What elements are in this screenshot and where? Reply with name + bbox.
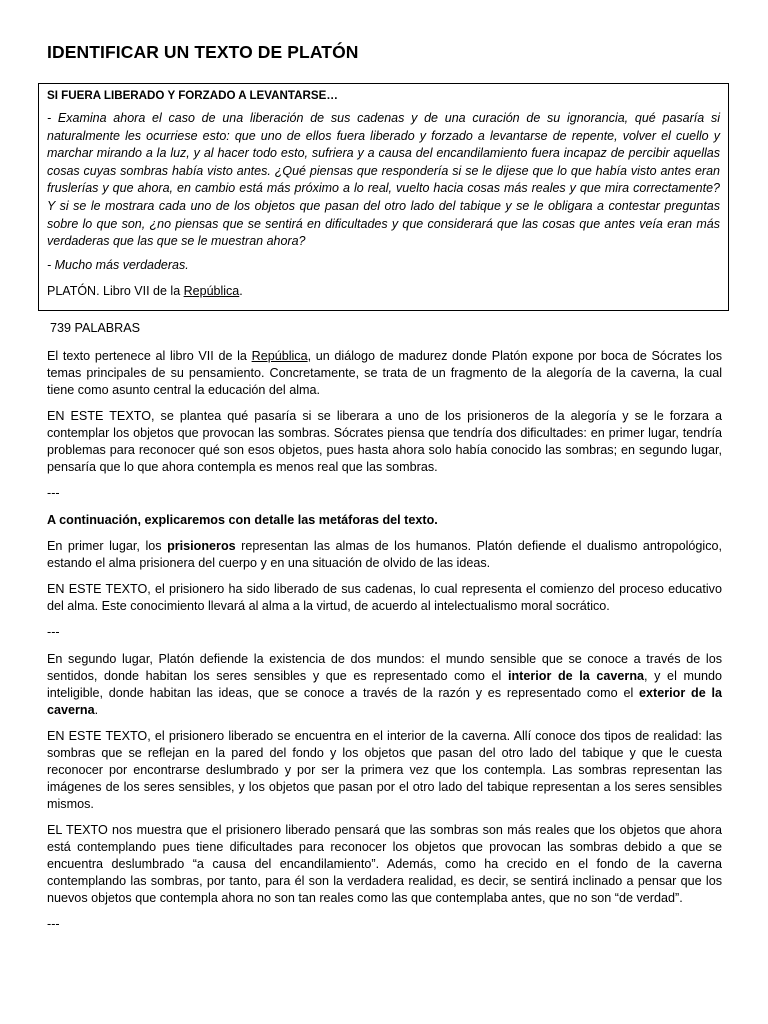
document-body [47, 348, 722, 943]
bold-term: exterior de la caverna [47, 686, 722, 717]
paragraph-cave-interior: EN ESTE TEXTO, el prisionero liberado se encuentra en el interior de la caverna. Allí conoce dos tipos de realidad: las sombras que se reflejan en la pared del fondo y los objetos que pasan del otro lado del tabique y que le cuesta reconocer por encontrarse deslumbrado y por ser la primera vez que los contempla. Las sombras representan las imágenes de los seres sensibles, y los objetos que pasan por el otro lado del tabique representan a los seres sensibles mismos. [47, 729, 722, 811]
quote-heading: SI FUERA LIBERADO Y FORZADO A LEVANTARSE… [47, 89, 338, 102]
paragraph-text: En primer lugar, los [47, 539, 168, 553]
paragraph-text: , un diálogo de madurez donde Platón expone por boca de Sócrates los temas principales de su pensamiento. Concretamente, se trata de un fragmento de la alegoría de la caverna, la cual tiene como asunto central la educación del alma. [47, 349, 722, 397]
paragraph-conclusion: EL TEXTO nos muestra que el prisionero liberado pensará que las sombras son más reales que los objetos que ahora está contemplando pues tiene dificultades para reconocer los objetos que provocan las sombras debido a que se encuentra deslumbrado “a causa del encandilamiento”. Además, como ha crecido en el fondo de la caverna contemplando las sombras, por tanto, para él son la verdadera realidad, es decir, se sentirá inclinado a pensar que los nuevos objetos que contempla ahora no son tan reales como las que contemplaba antes, que no son “de verdad”. [47, 823, 722, 905]
paragraph-text: , y el mundo inteligible, donde habitan las ideas, que se conoce a través de la razón y es representado como el [47, 669, 722, 700]
separator: --- [47, 625, 60, 639]
separator: --- [47, 917, 60, 931]
republica-link[interactable]: República [183, 283, 240, 298]
bold-term: interior de la caverna [507, 669, 645, 683]
page-title: IDENTIFICAR UN TEXTO DE PLATÓN [47, 42, 359, 62]
separator: --- [47, 486, 60, 500]
source-suffix: . [239, 283, 243, 298]
paragraph-text: El texto pertenece al libro VII de la [47, 349, 252, 363]
paragraph-text: En segundo lugar, Platón defiende la existencia de dos mundos: el mundo sensible que se conoce a través de los sentidos, donde habitan los seres sensibles y que es representado como el [47, 652, 722, 683]
paragraph-summary: EN ESTE TEXTO, se plantea qué pasaría si se liberara a uno de los prisioneros de la alegoría y se le forzara a contemplar los objetos que provocan las sombras. Sócrates piensa que tendría dos dificultades: en primer lugar, tendría problemas para reconocer qué son esos objetos, pues hasta ahora solo había conocido las sombras; en segundo lugar, pensaría que lo que ahora contempla es menos real que las sombras. [47, 409, 722, 474]
section-heading-text: A continuación, explicaremos con detalle las metáforas del texto. [47, 513, 438, 527]
source-prefix: PLATÓN. Libro VII de la [47, 283, 184, 298]
bold-term: prisioneros [167, 539, 236, 553]
republica-link[interactable]: República [251, 349, 308, 363]
paragraph-liberation: EN ESTE TEXTO, el prisionero ha sido liberado de sus cadenas, lo cual representa el comienzo del proceso educativo del alma. Este conocimiento llevará al alma a la virtud, de acuerdo al intelectualismo moral socrático. [47, 582, 722, 613]
quote-box [38, 83, 729, 311]
word-count: 739 PALABRAS [50, 321, 141, 335]
paragraph-text: representan las almas de los humanos. Platón defiende el dualismo antropológico, estando el alma prisionera del cuerpo y en una situación de olvido de las ideas. [47, 539, 722, 570]
paragraph-prisoners [47, 538, 722, 572]
section-heading [47, 512, 722, 529]
quote-answer: - Mucho más verdaderas. [47, 257, 189, 272]
quote-source [47, 283, 720, 300]
paragraph-two-worlds [47, 651, 722, 719]
quote-text: - Examina ahora el caso de una liberación de sus cadenas y de una curación de su ignorancia, qué pasaría si naturalmente les ocurriese esto: que uno de ellos fuera liberado y forzado a levantarse de repente, volver el cuello y marchar mirando a la luz, y al hacer todo esto, sufriera y a causa del encandilamiento fuera incapaz de percibir aquellas cosas cuyas sombras había visto antes. ¿Qué piensas que respondería si se le dijese que lo que había visto antes eran fruslerías y que ahora, en cambio está más próximo a lo real, vuelto hacia cosas más reales y que mira correctamente? Y si se le mostrara cada uno de los objetos que pasan del otro lado del tabique y se le obligara a contestar preguntas sobre lo que son, ¿no piensas que se sentirá en dificultades y que considerará que las cosas que antes veía eran más verdaderas que las que se le muestran ahora? [47, 111, 720, 249]
paragraph-text: . [94, 703, 99, 717]
paragraph-context [47, 348, 722, 399]
